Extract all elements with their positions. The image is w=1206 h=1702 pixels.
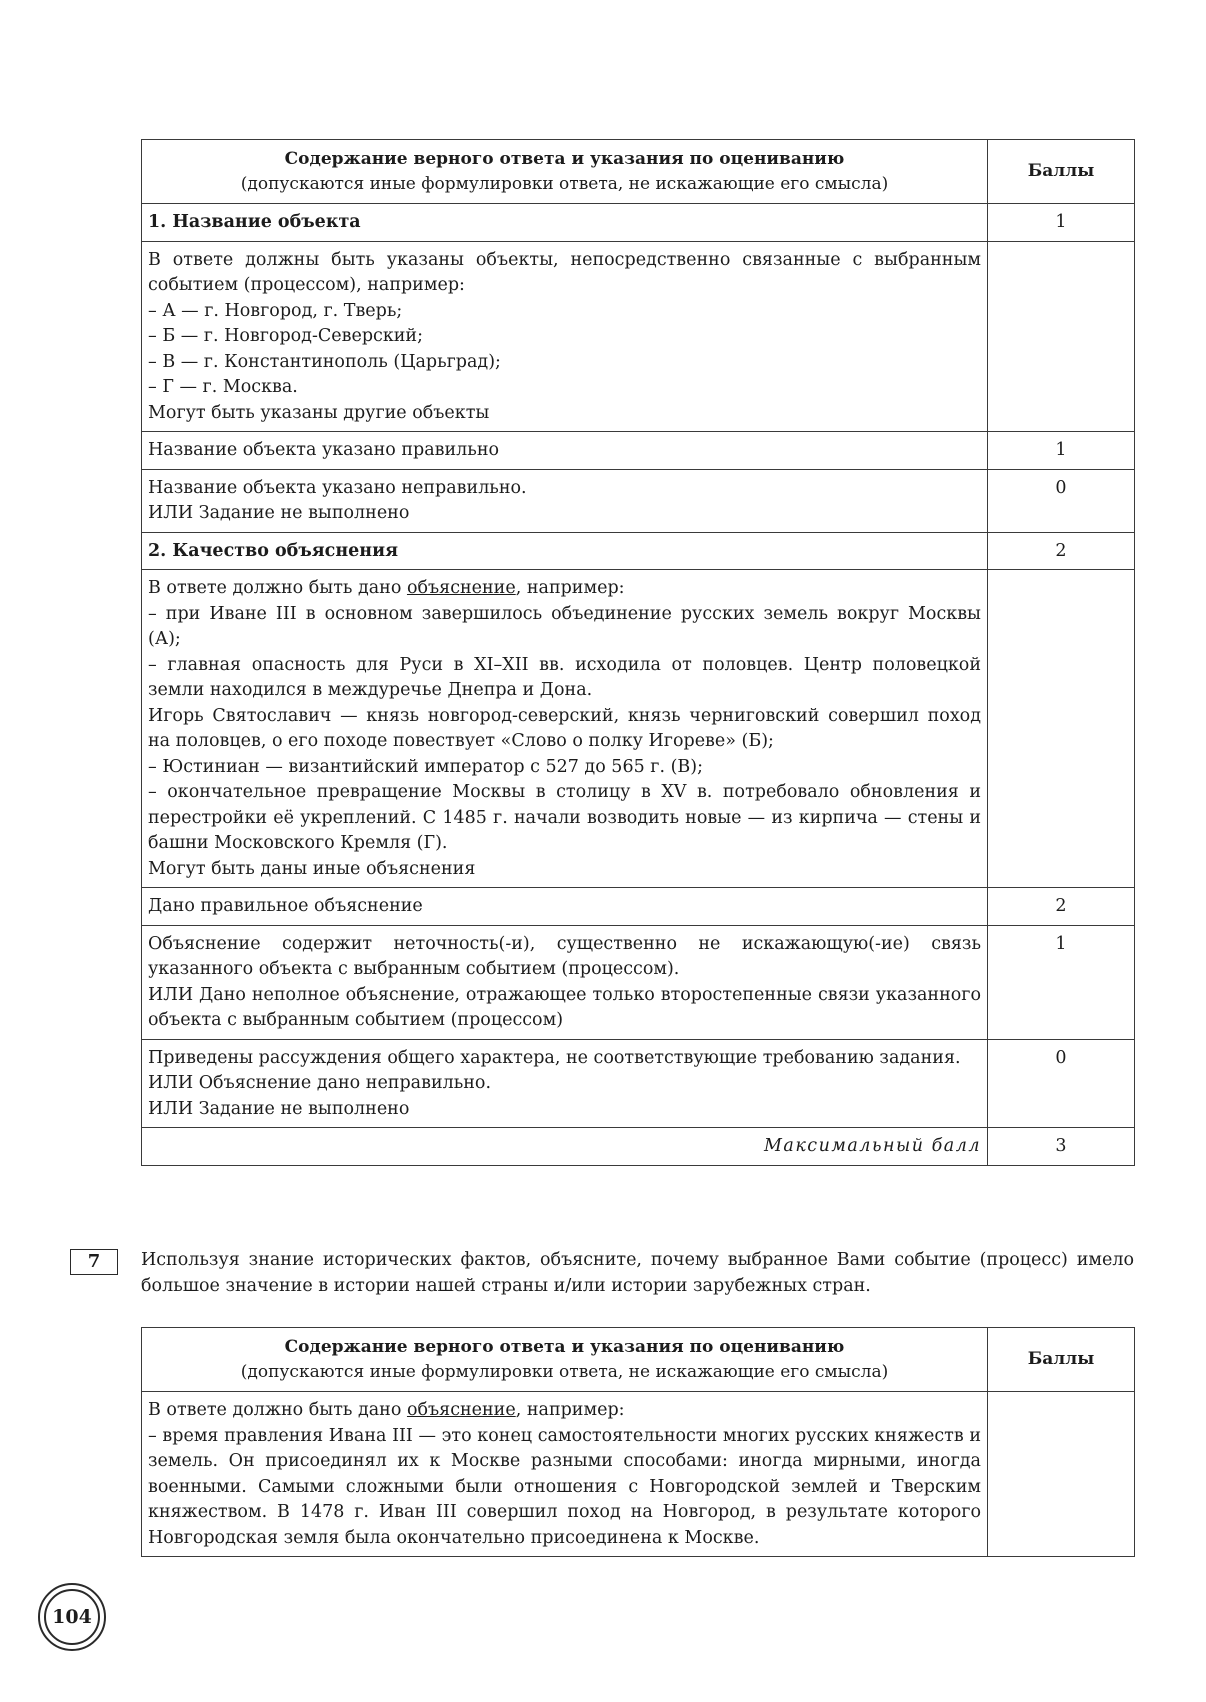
criterion-score: 1 — [988, 925, 1135, 1039]
page-number-badge — [38, 1583, 106, 1651]
header-content-cell — [142, 1328, 988, 1392]
section-row — [142, 532, 1135, 570]
criterion-line: ИЛИ Задание не выполнено — [148, 503, 410, 523]
answer-content — [142, 570, 988, 888]
criterion-score: 0 — [988, 469, 1135, 532]
section-label: 1. Название объекта — [142, 204, 988, 242]
criterion-text — [142, 1039, 988, 1128]
answer-intro — [148, 1398, 981, 1424]
max-score-value: 3 — [988, 1128, 1135, 1166]
header-subtitle: (допускаются иные формулировки ответа, не искажающие его смысла) — [240, 174, 889, 194]
answer-row — [142, 1392, 1135, 1557]
answer-content — [142, 1392, 988, 1557]
task-number-box: 7 — [70, 1249, 118, 1275]
section-row — [142, 204, 1135, 242]
page-number: 104 — [44, 1589, 100, 1645]
answer-row — [142, 570, 1135, 888]
answer-line: Могут быть указаны другие объекты — [148, 402, 490, 423]
table-header-row — [142, 1328, 1135, 1392]
criterion-line: Название объекта указано неправильно. — [148, 477, 527, 498]
header-points: Баллы — [988, 1328, 1135, 1392]
empty-score-cell — [988, 1392, 1135, 1557]
criterion-score: 1 — [988, 432, 1135, 470]
answer-paragraph: – время правления Ивана III — это конец самостоятельности многих русских княжеств и земель. Он присоединял их к Москве разными способами: иногда мирными, иногда военными. Самыми сложными были отношения с Новгородской землей и Тверским княжеством. В 1478 г. Иван III совершил поход на Новгород, в результате которого Новгородская земля была окончательно присоединена к Москве. — [148, 1425, 981, 1548]
answer-line: – Юстиниан — византийский император с 527 до 565 г. (В); — [148, 756, 703, 777]
intro-text: , например: — [515, 578, 625, 598]
answer-line: – окончательное превращение Москвы в столицу в XV в. потребовало обновления и перестройки её укреплений. С 1485 г. начали возводить новые — из кирпича — стены и башни Московского Кремля (Г). — [148, 782, 981, 853]
table-header-row — [142, 140, 1135, 204]
criterion-row — [142, 469, 1135, 532]
answer-line: – Б — г. Новгород-Северский; — [148, 326, 423, 346]
criterion-row — [142, 888, 1135, 926]
criterion-line: ИЛИ Задание не выполнено — [148, 1098, 410, 1119]
header-points: Баллы — [988, 140, 1135, 204]
task-7-text: Используя знание исторических фактов, объясните, почему выбранное Вами событие (процесс) имело большое значение в истории нашей страны и/или истории зарубежных стран. — [141, 1250, 1134, 1296]
answer-line: В ответе должны быть указаны объекты, непосредственно связанные с выбранным событием (процессом), например: — [148, 249, 981, 295]
header-title: Содержание верного ответа и указания по оцениванию — [284, 148, 845, 169]
criterion-row — [142, 432, 1135, 470]
max-score-label: Максимальный балл — [142, 1128, 988, 1166]
criterion-score: 2 — [988, 888, 1135, 926]
intro-text: , например: — [515, 1400, 625, 1420]
answer-line: – В — г. Константинополь (Царьград); — [148, 351, 501, 372]
intro-text: В ответе должно быть дано — [148, 1400, 407, 1420]
grading-table-task6 — [141, 139, 1135, 1166]
answer-line: Могут быть даны иные объяснения — [148, 858, 476, 879]
criterion-text: Дано правильное объяснение — [142, 888, 988, 926]
criterion-text: Название объекта указано правильно — [142, 432, 988, 470]
answer-line: Игорь Святославич — князь новгород-северский, князь черниговский совершил поход на половцев, о его походе повествует «Слово о полку Игореве» (Б); — [148, 705, 981, 751]
header-content-cell — [142, 140, 988, 204]
answer-line: – Г — г. Москва. — [148, 377, 298, 397]
criterion-line: ИЛИ Объяснение дано неправильно. — [148, 1073, 492, 1093]
answer-line: – при Иване III в основном завершилось объединение русских земель вокруг Москвы (А); — [148, 603, 981, 649]
empty-score-cell — [988, 241, 1135, 432]
criterion-text — [142, 469, 988, 532]
section-score: 2 — [988, 532, 1135, 570]
intro-underlined: объяснение — [406, 1400, 516, 1420]
criterion-line: ИЛИ Дано неполное объяснение, отражающее только второстепенные связи указанного объекта с выбранным событием (процессом) — [148, 984, 981, 1030]
criterion-text — [142, 925, 988, 1039]
intro-text: В ответе должно быть дано — [148, 578, 407, 598]
answer-row — [142, 241, 1135, 432]
grading-table-task7 — [141, 1327, 1135, 1557]
criterion-line: Приведены рассуждения общего характера, не соответствующие требованию задания. — [148, 1047, 961, 1068]
criterion-line: Объяснение содержит неточность(-и), существенно не искажающую(-ие) связь указанного объекта с выбранным событием (процессом). — [148, 933, 981, 979]
answer-line: – А — г. Новгород, г. Тверь; — [148, 300, 403, 321]
max-score-row — [142, 1128, 1135, 1166]
answer-content — [142, 241, 988, 432]
criterion-score: 0 — [988, 1039, 1135, 1128]
header-title: Содержание верного ответа и указания по оцениванию — [284, 1336, 845, 1357]
criterion-row — [142, 925, 1135, 1039]
intro-underlined: объяснение — [406, 578, 516, 598]
answer-line: – главная опасность для Руси в XI–XII вв. исходила от половцев. Центр половецкой земли находился в междуречье Днепра и Дона. — [148, 654, 981, 700]
section-score: 1 — [988, 204, 1135, 242]
empty-score-cell — [988, 570, 1135, 888]
section-label: 2. Качество объяснения — [142, 532, 988, 570]
answer-intro — [148, 576, 981, 602]
header-subtitle: (допускаются иные формулировки ответа, не искажающие его смысла) — [240, 1362, 889, 1382]
criterion-row — [142, 1039, 1135, 1128]
